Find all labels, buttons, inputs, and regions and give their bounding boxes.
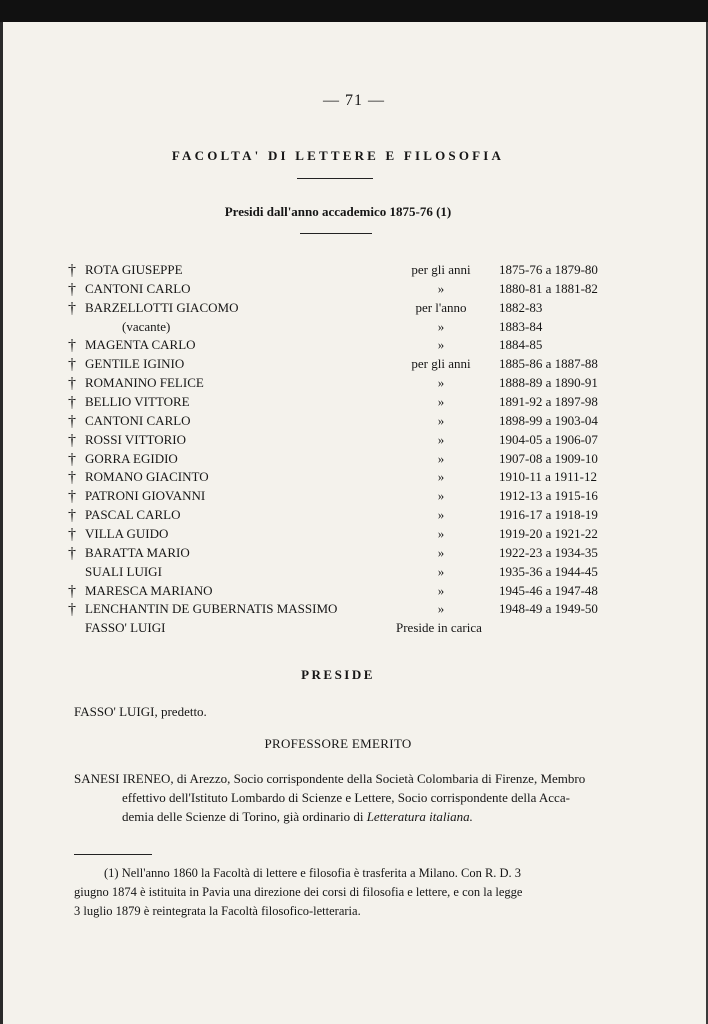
president-row (0, 583, 708, 602)
president-name: ROSSI VITTORIO (85, 431, 187, 447)
cross-icon: † (68, 469, 76, 487)
cross-icon: † (68, 544, 76, 562)
president-name: PATRONI GIOVANNI (85, 488, 206, 504)
president-years: 1880-81 a 1881-82 (499, 280, 598, 296)
cross-icon: † (68, 262, 76, 279)
president-row (0, 564, 708, 583)
emerito-line-3 (74, 807, 608, 826)
cross-icon: † (68, 582, 76, 600)
president-term: » (437, 544, 445, 560)
president-years: 1912-13 a 1915-16 (499, 488, 598, 504)
president-name: BELLIO VITTORE (85, 394, 190, 409)
president-term: » (437, 507, 445, 523)
president-name: LENCHANTIN DE GUBERNATIS MASSIMO (85, 601, 338, 617)
president-name: MAGENTA CARLO (85, 337, 196, 353)
president-row (0, 413, 708, 432)
president-years: 1885-86 a 1887-88 (499, 356, 598, 372)
president-name: CANTONI CARLO (85, 412, 191, 428)
president-term: » (437, 337, 445, 353)
president-term: Preside in carica (396, 620, 482, 636)
president-row (0, 356, 708, 375)
scan-top-border (0, 0, 708, 22)
president-term: » (437, 412, 445, 428)
president-row (0, 601, 708, 620)
footnote (74, 864, 608, 921)
cross-icon: † (68, 507, 76, 525)
cross-icon: † (68, 375, 76, 393)
president-name: SUALI LUIGI (85, 563, 162, 579)
president-name: ROMANO GIACINTO (85, 469, 209, 485)
president-years: 1891-92 a 1897-98 (499, 394, 598, 409)
president-term: » (437, 488, 445, 504)
president-term: » (437, 469, 445, 485)
president-term: per gli anni (411, 262, 471, 277)
cross-icon: † (68, 337, 76, 355)
president-years: 1910-11 a 1911-12 (499, 469, 597, 485)
cross-icon: † (68, 431, 76, 449)
cross-icon: † (68, 412, 76, 430)
president-name: MARESCA MARIANO (85, 582, 213, 598)
president-term: » (437, 450, 445, 466)
president-name: ROMANINO FELICE (85, 375, 204, 391)
cross-icon: † (68, 601, 76, 619)
president-row (0, 262, 708, 281)
cross-icon: † (68, 280, 76, 298)
president-years: 1898-99 a 1903-04 (499, 412, 598, 428)
president-row (0, 300, 708, 319)
president-term: » (437, 280, 445, 296)
president-term: » (437, 525, 445, 541)
president-years: 1875-76 a 1879-80 (499, 262, 598, 277)
president-name: BARATTA MARIO (85, 544, 190, 560)
president-row (0, 469, 708, 488)
president-row (0, 545, 708, 564)
emerito-subject: Letteratura italiana. (366, 809, 473, 824)
president-row (0, 451, 708, 470)
cross-icon: † (68, 356, 76, 374)
president-term: » (437, 375, 445, 391)
president-row (0, 526, 708, 545)
president-row (0, 337, 708, 356)
president-name: VILLA GUIDO (85, 525, 169, 541)
subtitle-underline (300, 233, 372, 234)
president-term: per l'anno (415, 299, 467, 315)
president-row (0, 507, 708, 526)
president-name: BARZELLOTTI GIACOMO (85, 299, 239, 315)
president-row (0, 488, 708, 507)
president-years: 1916-17 a 1918-19 (499, 507, 598, 523)
president-years: 1948-49 a 1949-50 (499, 601, 598, 617)
president-name: (vacante) (122, 318, 171, 334)
president-row (0, 281, 708, 300)
president-term: » (437, 582, 445, 598)
president-years: 1882-83 (499, 299, 543, 315)
president-term: » (437, 431, 445, 447)
president-row (0, 432, 708, 451)
president-name: CANTONI CARLO (85, 280, 191, 296)
president-name: GORRA EGIDIO (85, 450, 178, 466)
footnote-rule (74, 854, 152, 855)
president-name: GENTILE IGINIO (85, 356, 185, 372)
cross-icon: † (68, 299, 76, 317)
president-name: FASSO' LUIGI (85, 620, 166, 636)
title-underline (297, 178, 373, 179)
president-name: PASCAL CARLO (85, 507, 181, 523)
footnote-line-3: 3 luglio 1879 è reintegrata la Facoltà filosofico-letteraria. (74, 904, 361, 918)
emerito-heading: PROFESSORE EMERITO (264, 736, 412, 751)
president-term: » (437, 318, 445, 334)
president-years: 1922-23 a 1934-35 (499, 544, 598, 560)
cross-icon: † (68, 450, 76, 468)
president-years: 1935-36 a 1944-45 (499, 563, 598, 579)
president-years: 1883-84 (499, 318, 543, 334)
cross-icon: † (68, 525, 76, 543)
page-number: — 71 — (323, 92, 385, 109)
cross-icon: † (68, 394, 76, 411)
president-term: per gli anni (411, 356, 471, 372)
president-row (0, 394, 708, 413)
preside-heading: PRESIDE (301, 667, 375, 682)
president-row (0, 319, 708, 338)
page-title: FACOLTA' DI LETTERE E FILOSOFIA (171, 148, 505, 163)
president-years: 1945-46 a 1947-48 (499, 582, 598, 598)
emerito-entry (74, 769, 608, 826)
president-years: 1904-05 a 1906-07 (499, 431, 598, 447)
president-years: 1907-08 a 1909-10 (499, 450, 598, 466)
president-row (0, 375, 708, 394)
footnote-line-1: (1) Nell'anno 1860 la Facoltà di lettere e filosofia è trasferita a Milano. Con R. D. 3 (104, 866, 522, 880)
emerito-line-3-text: demia delle Scienze di Torino, già ordinario di (122, 809, 367, 824)
president-years: 1919-20 a 1921-22 (499, 525, 598, 541)
emerito-line-1: SANESI IRENEO, di Arezzo, Socio corrispondente della Società Colombaria di Firenze, Membro (74, 771, 586, 786)
president-name: ROTA GIUSEPPE (85, 262, 183, 277)
president-row (0, 620, 708, 639)
preside-entry: FASSO' LUIGI, predetto. (74, 704, 207, 719)
cross-icon: † (68, 488, 76, 506)
president-years: 1888-89 a 1890-91 (499, 375, 598, 391)
footnote-line-2: giugno 1874 è istituita in Pavia una direzione dei corsi di filosofia e lettere, e con la legge (74, 885, 523, 899)
presidents-subtitle: Presidi dall'anno accademico 1875-76 (1) (224, 204, 452, 219)
president-term: » (437, 394, 445, 409)
emerito-line-2: effettivo dell'Istituto Lombardo di Scienze e Lettere, Socio corrispondente della Acca- (122, 790, 570, 805)
president-term: » (437, 563, 445, 579)
president-term: » (437, 601, 445, 617)
president-years: 1884-85 (499, 337, 543, 353)
